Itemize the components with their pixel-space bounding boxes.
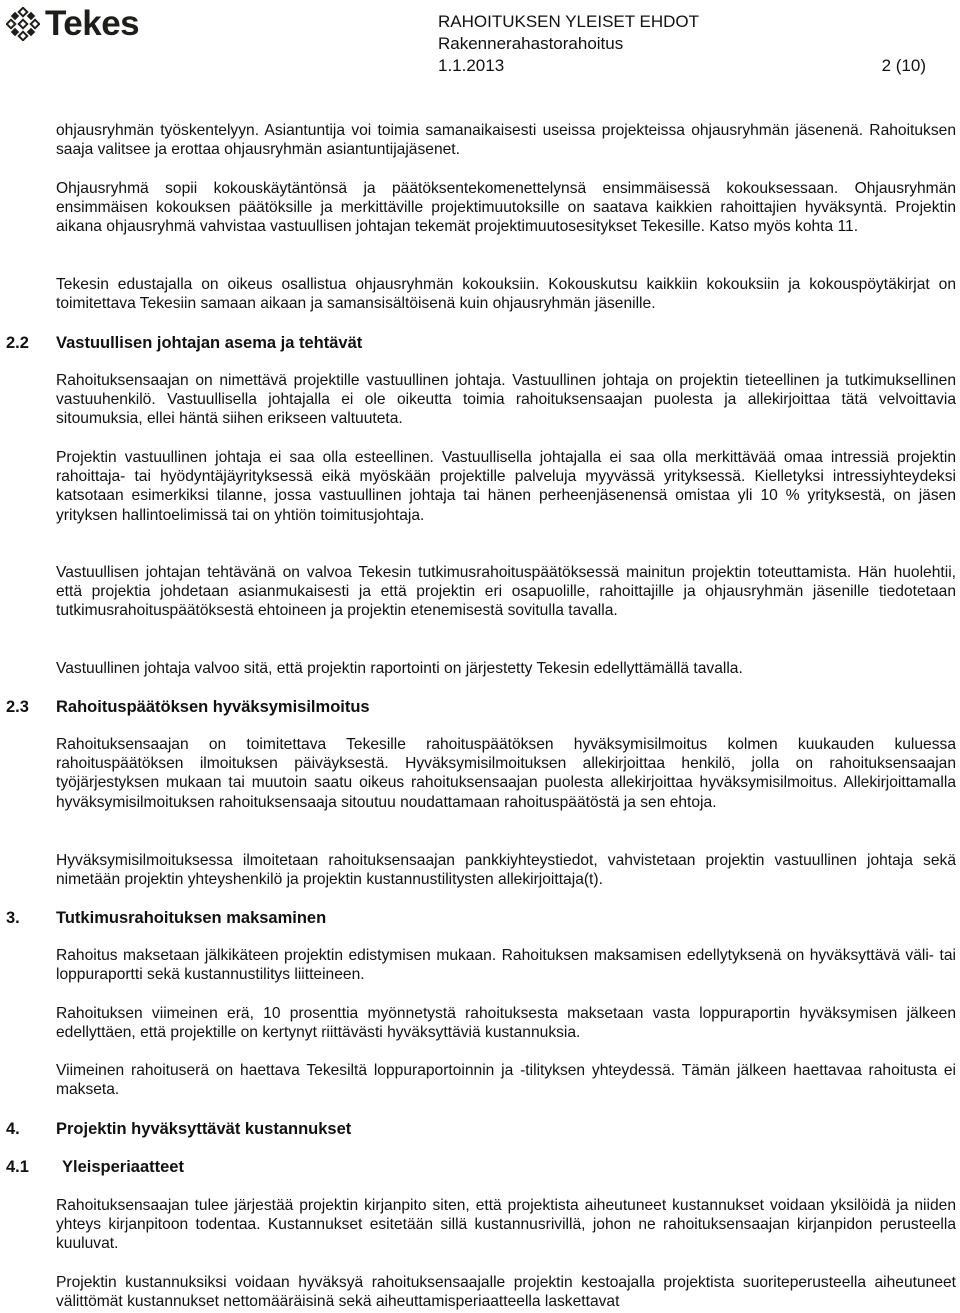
tekes-cross-logo-icon [6, 7, 40, 41]
document-header [438, 11, 928, 77]
paragraph: Hyväksymisilmoituksessa ilmoitetaan rahoituksensaajan pankkiyhteystiedot, vahvistetaan projektin vastuullinen johtaja sekä nimetään projektin yhteyshenkilö ja projektin kustannustilitysten allekirjoittaja(t). [56, 852, 956, 889]
section-title: Rahoituspäätöksen hyväksymisilmoitus [56, 698, 370, 716]
paragraph: Tekesin edustajalla on oikeus osallistua ohjausryhmän kokouksiin. Kokouskutsu kaikkiin kokouksiin ja kokouspöytäkirjat on toimitettava Tekesiin samaan aikaan ja samansisältöisenä kuin ohjausryhmän jäsenille. [56, 276, 956, 313]
paragraph: Vastuullinen johtaja valvoo sitä, että projektin raportointi on järjestetty Tekesin edellyttämällä tavalla. [56, 660, 743, 677]
page-number: 2 (10) [881, 56, 926, 75]
document-date: 1.1.2013 [438, 56, 505, 75]
section-heading [6, 333, 362, 353]
section-heading [6, 1119, 351, 1139]
document-title: RAHOITUKSEN YLEISET EHDOT [438, 12, 700, 31]
section-title: Projektin hyväksyttävät kustannukset [56, 1120, 352, 1138]
subsection-heading [6, 1157, 184, 1177]
section-heading [6, 908, 326, 928]
paragraph: Ohjausryhmä sopii kokouskäytäntönsä ja päätöksentekomenettelynsä ensimmäisessä kokouksessaan. Ohjausryhmän ensimmäisen kokouksen päätöksille ja merkittäville projektimuutoksille on saatava kaikkien rahoittajien hyväksyntä. Projektin aikana ohjausryhmä vahvistaa vastuullisen johtajan tekemät projektimuutosesitykset Tekesille. Katso myös kohta 11. [56, 180, 956, 236]
paragraph: Rahoituksensaajan tulee järjestää projektin kirjanpito siten, että projektista aiheutuneet kustannukset voidaan yksilöidä ja niiden yhteys kirjanpitoon todentaa. Kustannukset esitetään sillä kustannusrivillä, johon ne rahoituksensaajan kirjanpidon perusteella kuuluvat. [56, 1197, 956, 1253]
section-number: 4. [6, 1120, 20, 1138]
section-number: 2.2 [6, 334, 29, 352]
section-title: Vastuullisen johtajan asema ja tehtävät [56, 334, 363, 352]
paragraph: Rahoituksensaajan on nimettävä projektille vastuullinen johtaja. Vastuullinen johtaja on projektin tieteellinen ja tutkimuksellinen vastuuhenkilö. Vastuullisella johtajalla ei ole oikeutta toimia rahoituksensaajan puolesta ja allekirjoittaa tätä velvoittavia sitoumuksia, ellei häntä siihen erikseen valtuuteta. [56, 372, 956, 428]
section-number: 2.3 [6, 698, 29, 716]
section-number: 3. [6, 909, 20, 927]
paragraph: Rahoitus maksetaan jälkikäteen projektin edistymisen mukaan. Rahoituksen maksamisen edellytyksenä on hyväksyttävä väli- tai loppuraportti sekä kustannustilitys liitteineen. [56, 947, 956, 984]
paragraph: Projektin vastuullinen johtaja ei saa olla esteellinen. Vastuullisella johtajalla ei saa olla merkittävää omaa intressiä projektin rahoittaja- tai hyödyntäjäyrityksessä eikä myöskään projektille palveluja myyvässä yrityksessä. Kielletyksi intressiyhteydeksi katsotaan esimerkiksi tilanne, jossa vastuullinen johtaja tai hänen perheenjäsenensä omistaa yli 10 % yrityksestä, on jäsen yrityksen hallintoelimissä tai on yhtiön toimitusjohtaja. [56, 449, 956, 524]
paragraph: ohjausryhmän työskentelyyn. Asiantuntija voi toimia samanaikaisesti useissa projekteissa ohjausryhmän jäsenenä. Rahoituksen saaja valitsee ja erottaa ohjausryhmän asiantuntijajäsenet. [56, 122, 956, 159]
paragraph: Rahoituksensaajan on toimitettava Tekesille rahoituspäätöksen hyväksymisilmoitus kolmen kuukauden kuluessa rahoituspäätöksen ilmoituksen päiväyksestä. Hyväksymisilmoituksen allekirjoittaa henkilö, jolla on rahoituksensaajan työjärjestyksen mukaan tai muutoin saatu oikeus rahoituksensaajan puolesta allekirjoittaa hyväksymisilmoitus. Allekirjoittamalla hyväksymisilmoituksen rahoituksensaaja sitoutuu noudattamaan rahoituspäätöstä ja sen ehtoja. [56, 736, 956, 811]
paragraph: Viimeinen rahoituserä on haettava Tekesiltä loppuraportoinnin ja -tilityksen yhteydessä. Tämän jälkeen haettavaa rahoitusta ei makseta. [56, 1062, 956, 1099]
paragraph: Rahoituksen viimeinen erä, 10 prosenttia myönnetystä rahoituksesta maksetaan vasta loppuraportin hyväksymisen jälkeen edellyttäen, että projektille on kertynyt riittävästi hyväksyttäviä kustannuksia. [56, 1005, 956, 1042]
paragraph: Projektin kustannuksiksi voidaan hyväksyä rahoituksensaajalle projektin kestoajalla projektista suoriteperusteella aiheutuneet välittömät kustannukset nettomääräisinä sekä aiheuttamisperiaatteella laskettavat [56, 1274, 956, 1311]
tekes-logo [6, 4, 139, 44]
paragraph: Vastuullisen johtajan tehtävänä on valvoa Tekesin tutkimusrahoituspäätöksessä mainitun projektin toteuttamista. Hän huolehtii, että projektia johdetaan asianmukaisesti ja että projektin eri osapuolille, rahoittajille ja ohjausryhmän jäsenille tiedotetaan tutkimusrahoituspäätöksestä ehtoineen ja projektin etenemisestä sovitulla tavalla. [56, 564, 956, 620]
section-heading [6, 697, 370, 717]
section-title: Yleisperiaatteet [62, 1158, 184, 1176]
section-title: Tutkimusrahoituksen maksaminen [56, 909, 327, 927]
section-number: 4.1 [6, 1158, 29, 1176]
logo-wordmark: Tekes [45, 4, 140, 43]
document-subtitle: Rakennerahastorahoitus [438, 34, 624, 53]
